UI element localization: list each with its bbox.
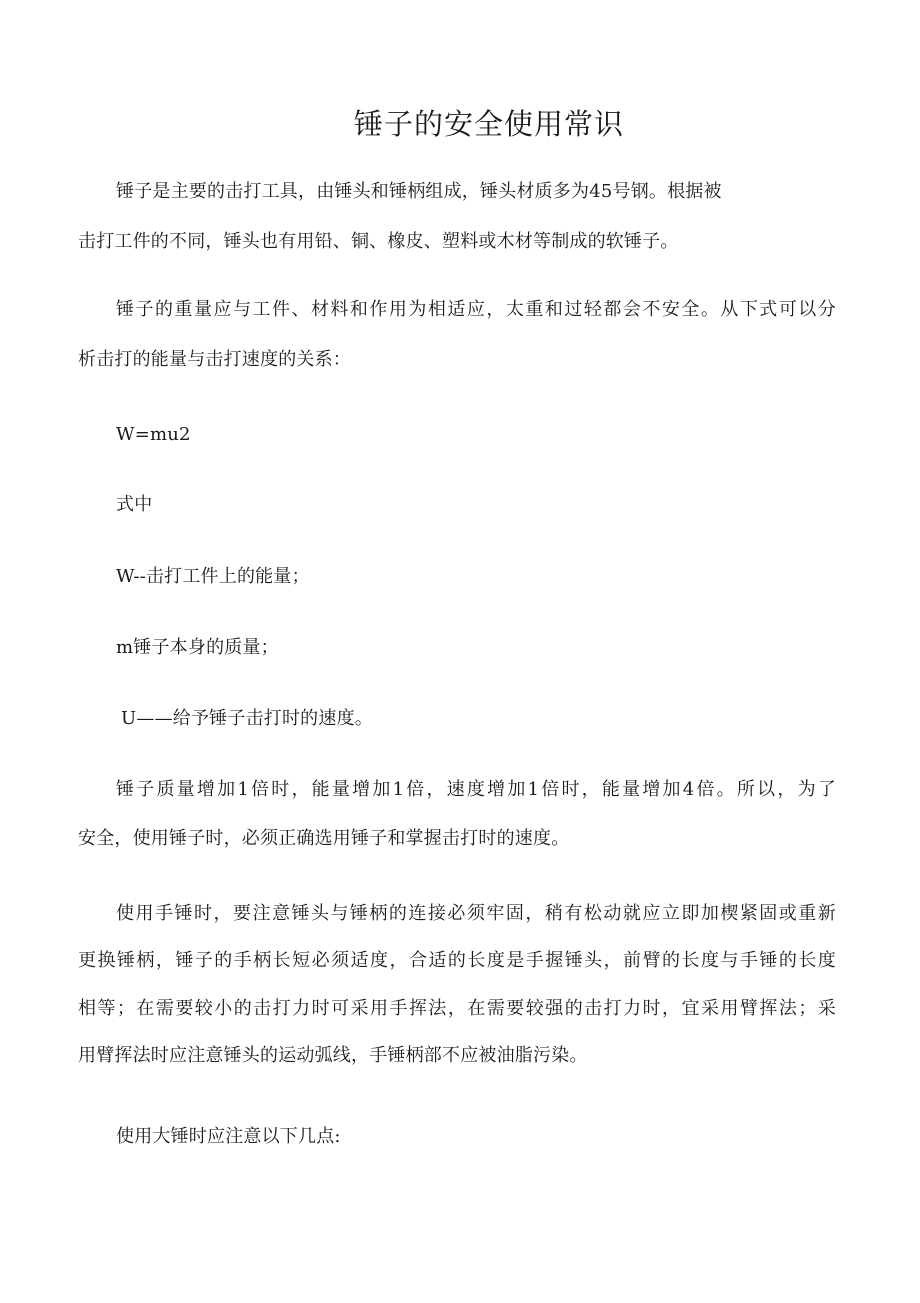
paragraph-4-line-1: 使用手锤时，要注意锤头与锤柄的连接必须牢固，稍有松动就应立即加楔紧固或重新 — [116, 903, 836, 924]
paragraph-5: 使用大锤时应注意以下几点: — [116, 1126, 341, 1147]
formula: W=mu2 — [116, 424, 191, 445]
definition-m: m锤子本身的质量； — [116, 637, 279, 658]
paragraph-4-line-3: 相等；在需要较小的击打力时可采用手挥法，在需要较强的击打力时，宜采用臂挥法；采 — [78, 998, 836, 1019]
definition-w: W--击打工件上的能量； — [116, 566, 310, 587]
paragraph-4-line-4: 用臂挥法时应注意锤头的运动弧线，手锤柄部不应被油脂污染。 — [78, 1045, 588, 1066]
paragraph-2-line-1: 锤子的重量应与工件、材料和作用为相适应，太重和过轻都会不安全。从下式可以分 — [116, 299, 836, 320]
document-title: 锤子的安全使用常识 — [353, 107, 624, 141]
paragraph-4-line-2: 更换锤柄，锤子的手柄长短必须适度，合适的长度是手握锤头，前臂的长度与手锤的长度 — [78, 950, 836, 971]
paragraph-2-line-2: 析击打的能量与击打速度的关系： — [78, 349, 351, 370]
paragraph-1-line-1: 锤子是主要的击打工具，由锤头和锤柄组成，锤头材质多为45号钢。根据被 — [116, 181, 722, 202]
paragraph-1-line-2: 击打工件的不同，锤头也有用铅、铜、橡皮、塑料或木材等制成的软锤子。 — [78, 231, 679, 252]
where-label: 式中 — [116, 494, 153, 515]
definition-u: U——给予锤子击打时的速度。 — [121, 708, 373, 729]
paragraph-3-line-2: 安全，使用锤子时，必须正确选用锤子和掌握击打时的速度。 — [78, 828, 570, 849]
paragraph-3-line-1: 锤子质量增加1倍时，能量增加1倍，速度增加1倍时，能量增加4倍。所以，为了 — [116, 779, 836, 800]
